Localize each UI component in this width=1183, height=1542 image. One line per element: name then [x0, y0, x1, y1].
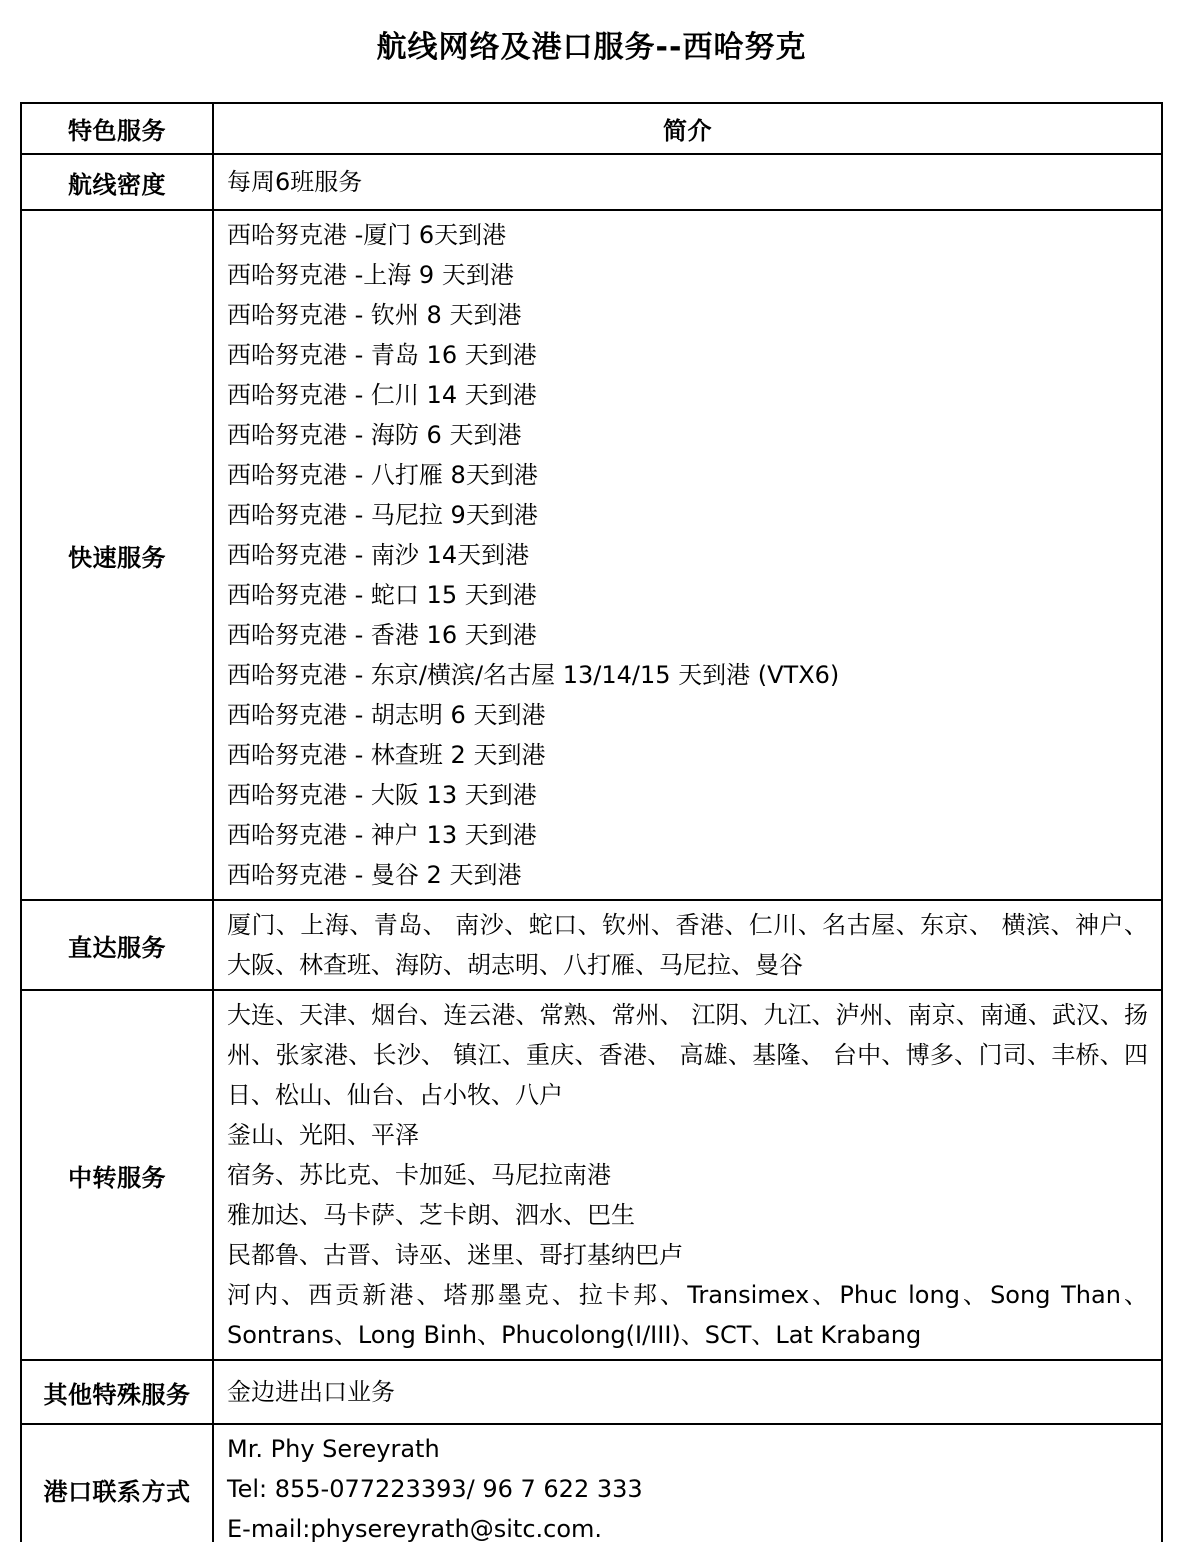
content-line: 厦门、上海、青岛、 南沙、蛇口、钦州、香港、仁川、名古屋、东京、 横滨、神户、大阪、林查班、海防、胡志明、八打雁、马尼拉、曼谷 — [227, 911, 1148, 979]
content-line: 西哈努克港 - 马尼拉 9天到港 — [227, 501, 538, 529]
content-line: 西哈努克港 - 仁川 14 天到港 — [227, 381, 537, 409]
content-line: 宿务、苏比克、卡加延、马尼拉南港 — [227, 1161, 611, 1189]
content-line: 西哈努克港 - 神户 13 天到港 — [227, 821, 537, 849]
content-line: 西哈努克港 - 八打雁 8天到港 — [227, 461, 538, 489]
row-label: 中转服务 — [21, 990, 213, 1360]
content-line: 西哈努克港 - 香港 16 天到港 — [227, 621, 537, 649]
table-row — [21, 1424, 1162, 1542]
content-line: 河内、西贡新港、塔那墨克、拉卡邦、Transimex、Phuc long、Song Than、Sontrans、Long Binh、Phucolong(I/III)、SCT、Lat Krabang — [227, 1281, 1148, 1349]
content-line: 大连、天津、烟台、连云港、常熟、常州、 江阴、九江、泸州、南京、南通、武汉、扬州、张家港、长沙、 镇江、重庆、香港、 高雄、基隆、 台中、博多、门司、丰桥、四日、松山、仙台、占小牧、八户 — [227, 1001, 1148, 1109]
content-line: 雅加达、马卡萨、芝卡朗、泗水、巴生 — [227, 1201, 635, 1229]
row-label: 其他特殊服务 — [21, 1360, 213, 1424]
row-label: 航线密度 — [21, 154, 213, 210]
content-line: 西哈努克港 - 青岛 16 天到港 — [227, 341, 537, 369]
content-line: 西哈努克港 - 钦州 8 天到港 — [227, 301, 522, 329]
content-line: E-mail:physereyrath@sitc.com. — [227, 1515, 603, 1542]
row-content — [213, 1360, 1162, 1424]
table-row — [21, 900, 1162, 990]
content-line: 金边进出口业务 — [227, 1378, 395, 1406]
row-label: 港口联系方式 — [21, 1424, 213, 1542]
content-line: 西哈努克港 -厦门 6天到港 — [227, 221, 507, 249]
table-body — [21, 154, 1162, 1542]
header-featured-services: 特色服务 — [21, 103, 213, 154]
row-content — [213, 210, 1162, 900]
row-content — [213, 900, 1162, 990]
row-content — [213, 990, 1162, 1360]
content-line: 釜山、光阳、平泽 — [227, 1121, 419, 1149]
content-line: 西哈努克港 - 南沙 14天到港 — [227, 541, 530, 569]
content-line: 西哈努克港 - 大阪 13 天到港 — [227, 781, 537, 809]
table-row — [21, 154, 1162, 210]
content-line: 西哈努克港 - 东京/横滨/名古屋 13/14/15 天到港 (VTX6) — [227, 661, 840, 689]
table-row — [21, 210, 1162, 900]
service-table — [20, 102, 1163, 1542]
content-line: Mr. Phy Sereyrath — [227, 1435, 440, 1463]
content-line: 西哈努克港 -上海 9 天到港 — [227, 261, 514, 289]
header-introduction: 简介 — [213, 103, 1162, 154]
page-title: 航线网络及港口服务--西哈努克 — [376, 30, 807, 65]
row-label: 直达服务 — [21, 900, 213, 990]
content-line: 西哈努克港 - 胡志明 6 天到港 — [227, 701, 546, 729]
content-line: 民都鲁、古晋、诗巫、迷里、哥打基纳巴卢 — [227, 1241, 683, 1269]
row-content — [213, 154, 1162, 210]
table-row — [21, 1360, 1162, 1424]
header-row — [21, 103, 1162, 154]
content-line: 西哈努克港 - 林查班 2 天到港 — [227, 741, 546, 769]
row-content — [213, 1424, 1162, 1542]
content-line: 西哈努克港 - 曼谷 2 天到港 — [227, 861, 522, 889]
content-line: Tel: 855-077223393/ 96 7 622 333 — [227, 1475, 643, 1503]
content-line: 西哈努克港 - 蛇口 15 天到港 — [227, 581, 537, 609]
content-line: 西哈努克港 - 海防 6 天到港 — [227, 421, 522, 449]
table-row — [21, 990, 1162, 1360]
content-line: 每周6班服务 — [227, 168, 363, 196]
row-label: 快速服务 — [21, 210, 213, 900]
